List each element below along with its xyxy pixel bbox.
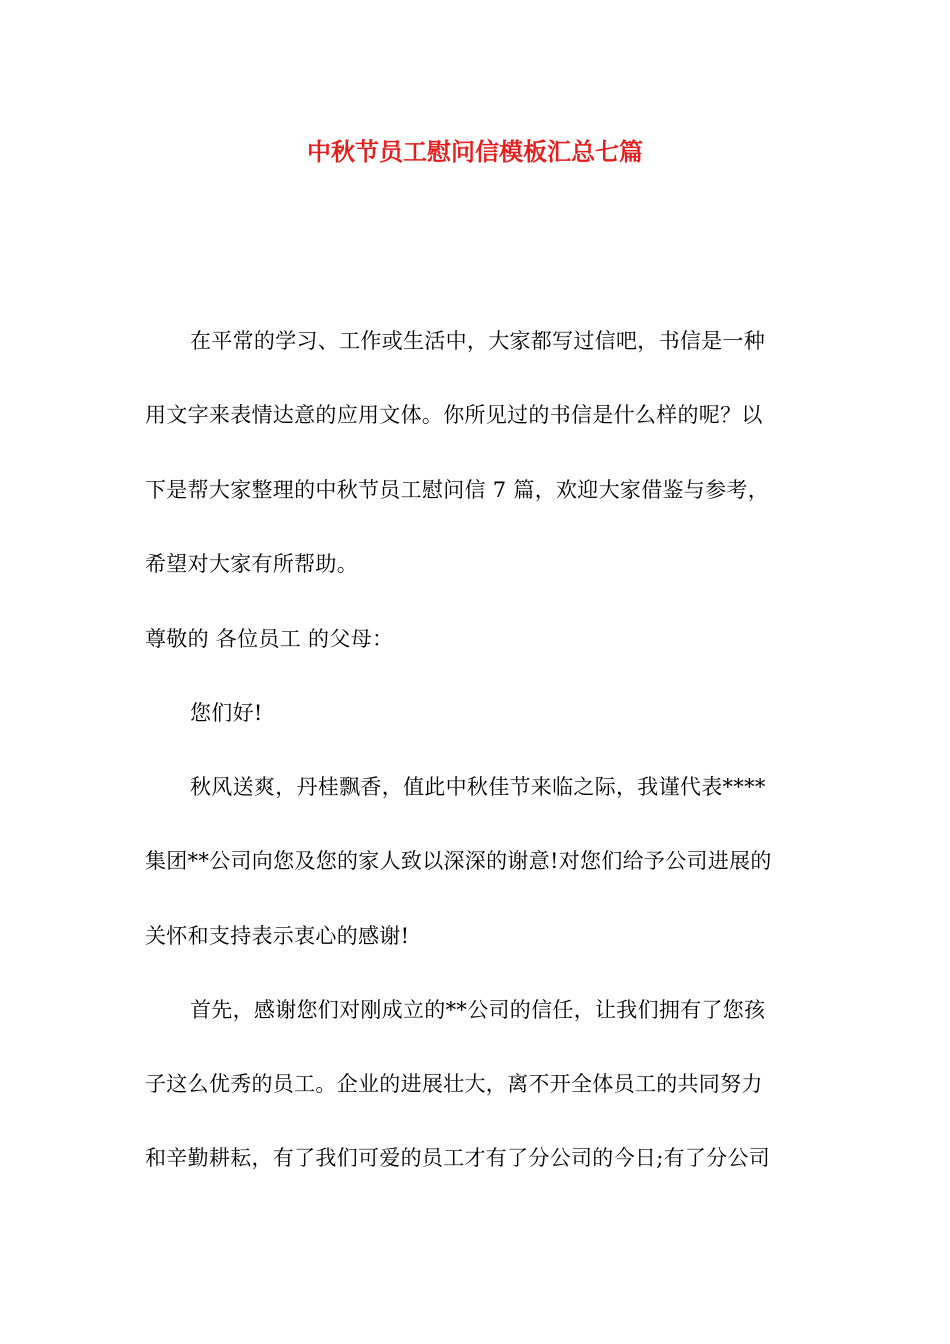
body-line-4: 首先，感谢您们对刚成立的**公司的信任，让我们拥有了您孩 bbox=[190, 998, 766, 1022]
intro-line-3: 下是帮大家整理的中秋节员工慰问信 7 篇，欢迎大家借鉴与参考， bbox=[145, 478, 770, 502]
intro-line-4: 希望对大家有所帮助。 bbox=[145, 552, 358, 576]
body-line-2: 集团**公司向您及您的家人致以深深的谢意!对您们给予公司进展的 bbox=[145, 849, 772, 873]
intro-line-1: 在平常的学习、工作或生活中，大家都写过信吧，书信是一种 bbox=[190, 329, 766, 353]
body-line-3: 关怀和支持表示衷心的感谢! bbox=[145, 924, 410, 948]
greeting: 您们好! bbox=[190, 701, 263, 725]
body-line-6: 和辛勤耕耘，有了我们可爱的员工才有了分公司的今日;有了分公司 bbox=[145, 1146, 771, 1170]
document-title: 中秋节员工慰问信模板汇总七篇 bbox=[307, 137, 643, 166]
salutation: 尊敬的 各位员工 的父母： bbox=[145, 627, 394, 651]
body-line-5: 子这么优秀的员工。企业的进展壮大，离不开全体员工的共同努力 bbox=[145, 1072, 763, 1096]
intro-line-2: 用文字来表情达意的应用文体。你所见过的书信是什么样的呢？以 bbox=[145, 403, 763, 427]
body-line-1: 秋风送爽，丹桂飘香，值此中秋佳节来临之际，我谨代表**** bbox=[190, 775, 766, 799]
